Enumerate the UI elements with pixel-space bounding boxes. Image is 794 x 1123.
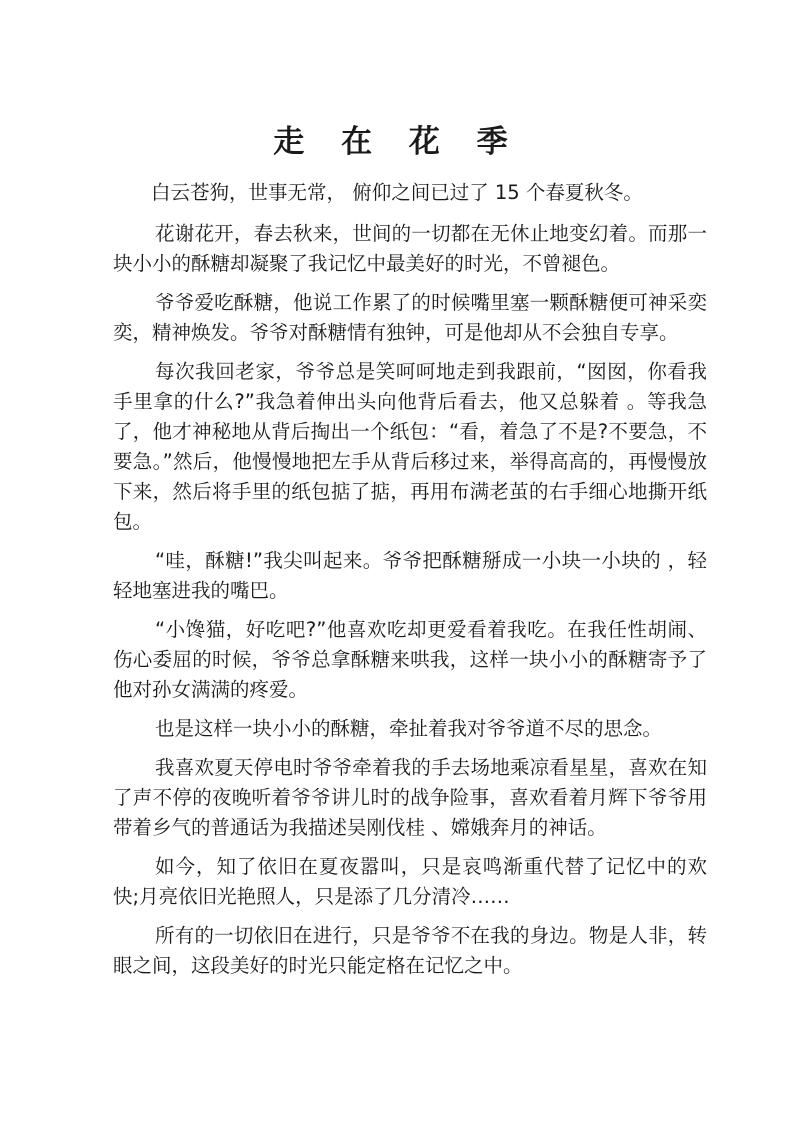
paragraph-9: 如今，知了依旧在夏夜嚣叫，只是哀鸣渐重代替了记忆中的欢快;月亮依旧光艳照人，只是添了几分清冷……	[113, 855, 707, 908]
paragraph-10: 所有的一切依旧在进行，只是爷爷不在我的身边。物是人非，转眼之间，这段美好的时光只能定格在记忆之中。	[113, 924, 707, 977]
paragraph-8: 我喜欢夏天停电时爷爷牵着我的手去场地乘凉看星星，喜欢在知了声不停的夜晚听着爷爷讲儿时的战争险事，喜欢看着月辉下爷爷用带着乡气的普通话为我描述吴刚伐桂 、嫦娥奔月的神话。	[113, 756, 707, 839]
paragraph-5: “哇，酥糖!”我尖叫起来。爷爷把酥糖掰成一小块一小块的 ，轻轻地塞进我的嘴巴。	[113, 549, 707, 602]
paragraph-6: “小馋猫，好吃吧?”他喜欢吃却更爱看着我吃。在我任性胡闹、伤心委屈的时候，爷爷总拿酥糖来哄我，这样一块小小的酥糖寄予了他对孙女满满的疼爱。	[113, 618, 707, 701]
essay-body	[113, 178, 707, 990]
paragraph-2: 花谢花开，春去秋来，世间的一切都在无休止地变幻着。而那一块小小的酥糖却凝聚了我记忆中最美好的时光，不曾褪色。	[113, 222, 707, 275]
essay-title: 走 在 花 季	[273, 124, 521, 160]
paragraph-1: 白云苍狗，世事无常， 俯仰之间已过了 15 个春夏秋冬。	[151, 181, 643, 204]
paragraph-4: 每次我回老家，爷爷总是笑呵呵地走到我跟前，“囡囡，你看我手里拿的什么?”我急着伸出头向他背后看去，他又总躲着 。等我急了，他才神秘地从背后掏出一个纸包：“看，着急了不是?不要急，不要急。”然后，他慢慢地把左手从背后移过来，举得高高的，再慢慢放下来，然后将手里的纸包掂了掂，再用布满老茧的右手细心地撕开纸包。	[113, 360, 707, 533]
paragraph-7: 也是这样一块小小的酥糖，牵扯着我对爷爷道不尽的思念。	[155, 717, 663, 740]
paragraph-3: 爷爷爱吃酥糖，他说工作累了的时候嘴里塞一颗酥糖便可神采奕奕，精神焕发。爷爷对酥糖情有独钟，可是他却从不会独自专享。	[113, 291, 707, 344]
